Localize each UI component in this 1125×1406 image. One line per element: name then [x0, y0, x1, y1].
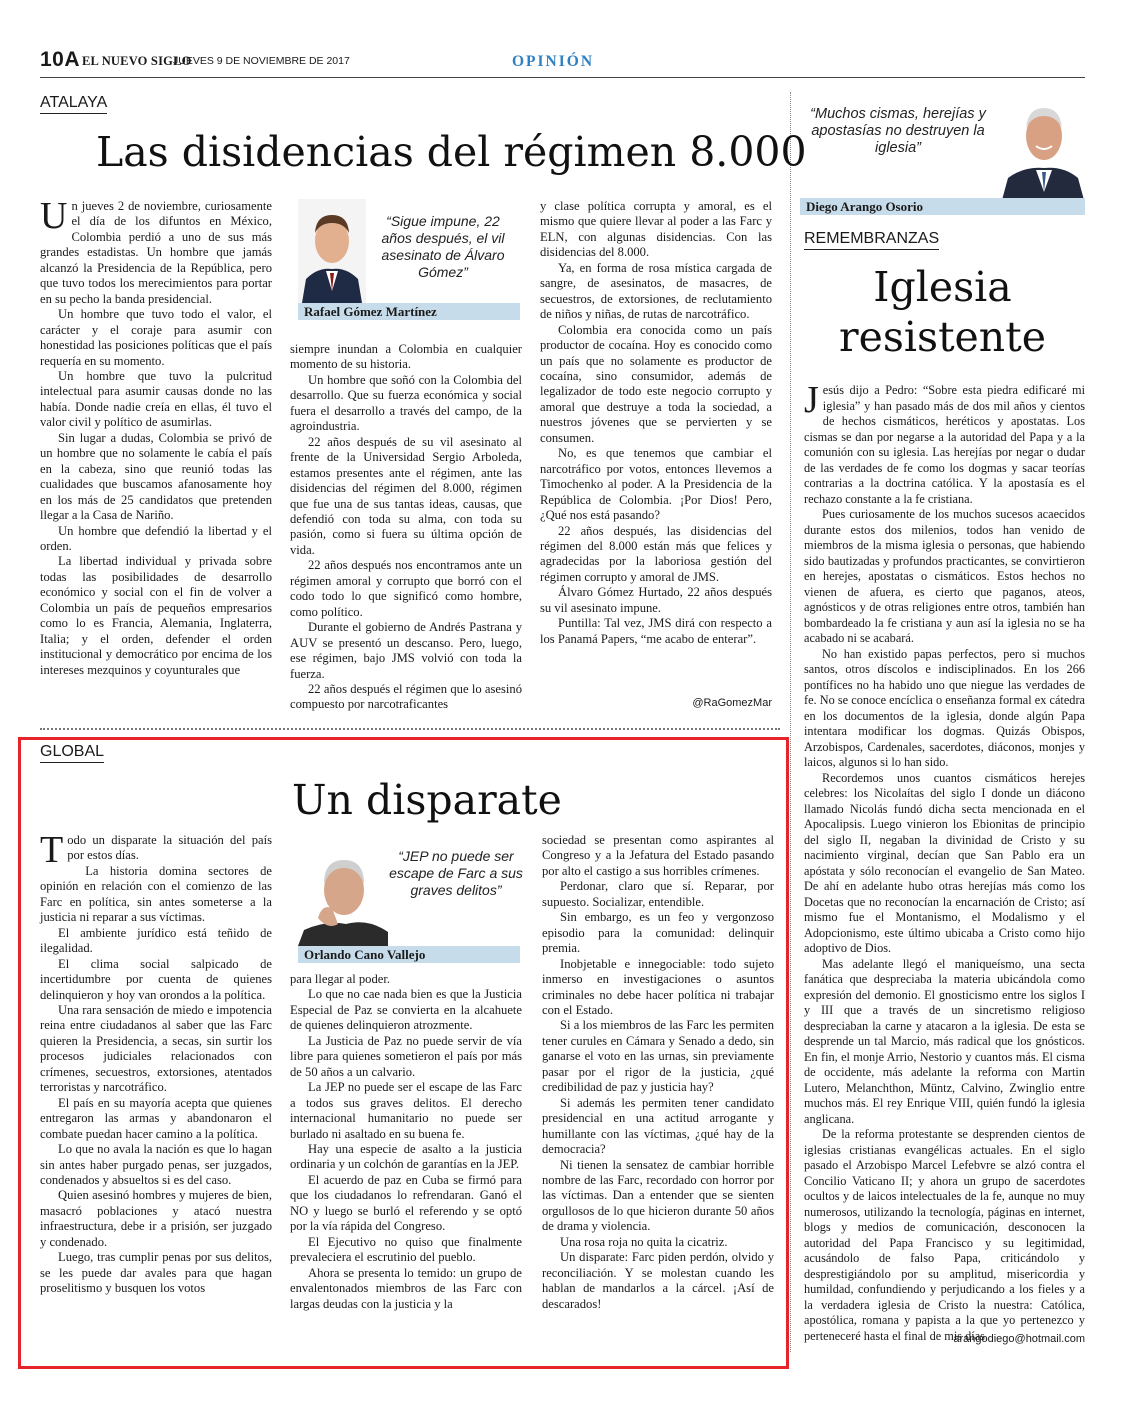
author-name: Rafael Gómez Martínez — [298, 303, 520, 320]
author-photo — [1000, 96, 1085, 200]
section-name: OPINIÓN — [512, 53, 595, 70]
headline-atalaya: Las disidencias del régimen 8.000 — [96, 128, 807, 176]
headline-global: Un disparate — [292, 776, 562, 824]
article-column: Jesús dijo a Pedro: “Sobre esta piedra edificaré mi iglesia” y han pasado más de dos mil años y cientos de hechos cismáticos, heréticos y apostatas. Los cismas se dan por negarse a la autoridad del Papa y a la comunión con su iglesia. Las herejías por negar o dudar de las verdades de fe como los dogmas y sacar teorías contrarias a la doctrina católica. Y la apostasía es el rechazo constante a la fe cristiana. Pues curiosamente de los muchos sucesos acaecidos durante estos dos milenios, todos han venido de miembros de la misma iglesia o personas, que habiendo sido bautizadas y profundos practicantes, se convirtieron en herejes, apostatas o cismáticos. Estos hechos no vienen de afuera, es cierto que paganos, ateos, agnósticos y de otras religiones entre otros, también han bombardeado la fe cristiana y aun así la iglesia no se ha acabado ni se acabará. No han existido papas perfectos, pero si muchos santos, otros díscolos e indisciplinados. En los 266 pontífices no ha habido uno que niegue las verdades de fe. No se conoce encíclica o enseñanza formal ex cátedra en los documentos de la iglesia, donde algún Papa intentara modificar los dogmas. Quizás Obispos, Arzobispos, Cardenales, sacerdotes, diáconos, monjes y laicos, algunos si lo han sido. Recordemos unos cuantos cismáticos herejes celebres: los Nicolaítas del siglo I donde un diácono llamado Nicolás fundó dicha secta mencionada en el Apocalipsis. Luego vinieron los Ebionitas de principio del siglo II, negaban la divinidad de Cristo y su nacimiento virginal, decían que San Pablo era un apóstata y sólo reconocían el evangelio de San Mateo. De ahí en adelante hubo otras herejías más como los Docetas que no reconocían la encarnación de Cristo; así mismo fue el Montanismo, el Modalismo y el Adopcionismo, este último ubicaba a Cristo como hijo adoptivo de Dios. Mas adelante llegó el maniqueísmo, una secta fanática que despreciaba la materia ubicándola como expresión del demonio. El gnosticismo entre los siglos I y III que a través de un sincretismo religioso despreciaban la carne y atacaron a la iglesia. De esta se desprende un tal Marcio, más radical que los gnósticos. En fin, el monje Arrio, Nestorio y cuantos más. El cisma de occidente, más adelante la reforma con Martin Lutero, Melanchthon, Müntz, Calvino, Zwinglio entre muchos más. El rey Enrique VIII, quién fundó la iglesia anglicana. De la reforma protestante se desprenden cientos de iglesias cristianas evangélicas actuales. En el siglo pasado el Arzobispo Marcel Lefebvre se alzó contra el Concilio Vaticano II; y ahora un grupo de sacerdotes ocultos y de laicos intelectuales de la fe, aunque no muy numerosos, utilizando la tecnología, páginas en internet, blogs y medios de comunicación, desconocen la autoridad del Papa Francisco y su legitimidad, acusándolo de falso Papa, criticándolo y desprestigiándolo por su amplitud, misericordia y humildad, confundiendo y perjudicando a los fieles y a la verdadera iglesia de Cristo la nuestra: Católica, apostólica, romana y papista a la que yo pertenezco y perteneceré hasta el final de mis días. — [804, 379, 1085, 1343]
drop-cap: T — [40, 829, 64, 871]
kicker-remembranzas: REMEMBRANZAS — [804, 230, 939, 250]
author-email: arangodiego@hotmail.com — [953, 1333, 1085, 1345]
article-column: y clase política corrupta y amoral, es el mismo que quiere llevar al poder a las Farc y ELN, con algunas disidencias. Con las disidencias del 8.000. Ya, en forma de rosa mística cargada de sangre, de asesinatos, de masacres, de secuestros, de extorsiones, de reclutamiento de niños y niñas, de rutas de narcotráfico. Colombia era conocida como un país productor de cocaína. Hoy es conocido como un país que no solamente es productor de cocaína, sino consumidor, además de legalizador de todo este negocio corrupto y amoral que destruye a toda la sociedad, a nuestros jóvenes que se pervierten y se consumen. No, es que tenemos que cambiar el narcotráfico por votos, entonces llevemos a Timochenko al poder. A la Presidencia de la República de Colombia. ¡Por Dios! Pero, ¿Qué nos está pasando? 22 años después, las disidencias del régimen del 8.000 están más que felices y agradecidas por la laboriosa gestión del régimen corrupto y amoral de JMS. Álvaro Gómez Hurtado, 22 años después su vil asesinato impune. Puntilla: Tal vez, JMS dirá con respecto a los Panamá Papers, “me acabo de enterar”. — [540, 199, 772, 646]
article-column: Un jueves 2 de noviembre, curiosamente el día de los difuntos en México, Colombia perdió a uno de sus más grandes estadistas. Un hombre que jamás alcanzó la Presidencia de la República, pero que tuvo todos los merecimientos para portar en su pecho la banda presidencial. Un hombre que tuvo todo el valor, el carácter y el coraje para asumir con honestidad las posiciones políticas que el país requería en su momento. Un hombre que tuvo la pulcritud intelectual para asumir causas donde no las había. Donde nadie creía en ellas, él tuvo el valor civil y político de asumirlas. Sin lugar a dudas, Colombia se privó de un hombre que no solamente le cabía el país en la cabeza, sino que reunió todas las cualidades que buscamos afanosamente hoy en los más de 25 candidatos que pretenden llegar a la Casa de Nariño. Un hombre que defendió la libertad y el orden. La libertad individual y privada sobre todas las posibilidades de desarrollo económico y social con el fin de volver a Colombia un país de pequeños empresarios como lo es Francia, Alemania, Inglaterra, Italia; y el orden, defender el orden institucional y democrático por encima de los intereses mezquinos y coyunturales que — [40, 195, 272, 677]
page-number: 10A — [40, 48, 81, 71]
kicker-global: GLOBAL — [40, 743, 104, 763]
author-photo — [298, 846, 388, 946]
headline-remembranzas: Iglesia resistente — [839, 263, 1046, 361]
author-name: Diego Arango Osorio — [800, 198, 1085, 215]
column-separator — [790, 92, 791, 1352]
section-divider — [40, 728, 780, 730]
article-column: siempre inundan a Colombia en cualquier momento de su historia. Un hombre que soñó con la Colombia del desarrollo. Que su fuerza económica y social fuera el desarrollo a través del campo, de la agroindustria. 22 años después de su vil asesinato al frente de la Universidad Sergio Arboleda, estamos presentes ante el régimen, ante las disidencias del régimen del 8.000, régimen que fue una de sus tantas ideas, causas, que defendió con toda su alma, con toda su pasión, como si fuera su última opción de vida. 22 años después nos encontramos ante un régimen amoral y corrupto que borró con el codo todo lo que significó como hombre, como político. Durante el gobierno de Andrés Pastrana y AUV se presentó un descanso. Pero, luego, ese régimen, bajo JMS volvió con toda la fuerza. 22 años después el régimen que lo asesinó compuesto por narcotraficantes — [290, 342, 522, 712]
drop-cap: U — [40, 195, 68, 237]
article-column: sociedad se presentan como aspirantes al Congreso y a la Jefatura del Estado pasando por alto el castigo a sus horribles crímenes. Perdonar, claro que sí. Reparar, por supuesto. Socializar, entendible. Sin embargo, es un feo y vergonzoso episodio para la comunidad: delinquir premia. Inobjetable e innegociable: todo sujeto inmerso en investigaciones o asuntos criminales no debe hacer política ni trabajar con el Estado. Si a los miembros de las Farc les permiten tener curules en Cámara y Senado a dedo, sin ganarse el voto en las urnas, sin previamente pasar por el rigor de la justicia, ¿qué credibilidad de paz y justicia hay? Si además les permiten tener candidato presidencial en una actitud arrogante y humillante con las víctimas, ¿qué hay de la democracia? Ni tienen la sensatez de cambiar horrible nombre de las Farc, recordado con horror por las víctimas. Dan a entender que se sienten orgullosos de lo que hicieron durante 50 años de drama y violencia. Una rosa roja no quita la cicatriz. Un disparate: Farc piden perdón, olvido y reconciliación. Y se molestan cuando les hablan de mandarlos a la cárcel. ¡Así de descarados! — [542, 833, 774, 1311]
paper-name: EL NUEVO SIGLO — [82, 54, 192, 68]
author-name: Orlando Cano Vallejo — [298, 946, 520, 963]
pull-quote: “Muchos cismas, herejías y apostasías no destruyen la iglesia” — [810, 106, 986, 156]
kicker-atalaya: ATALAYA — [40, 94, 107, 114]
drop-cap: J — [804, 379, 819, 421]
twitter-handle: @RaGomezMar — [692, 697, 772, 709]
masthead — [40, 48, 1085, 78]
article-column: Todo un disparate la situación del país por estos días. La historia domina sectores de opinión en relación con el comienzo de las Farc en política, sin antes someterse a la justicia ni reparar a sus víctimas. El ambiente jurídico está teñido de ilegalidad. El clima social salpicado de incertidumbre por cuenta de quienes delinquieron y hoy van orondos a la política. Una rara sensación de miedo e impotencia reina entre ciudadanos al saber que las Farc quieren la Presidencia, a secas, sin surtir los procesos judiciales relacionados con crímenes, secuestros, extorsiones, atentados terroristas y narcotráfico. El país en su mayoría acepta que quienes entregaron las armas y abandonaron el combate puedan hacer camino a la política. Lo que no avala la nación es que lo hagan sin antes haber purgado penas, ser juzgados, condenados y absueltos si es del caso. Quien asesinó hombres y mujeres de bien, masacró poblaciones y atacó nuestra infraestructura, debe ir a prisión, ser juzgado y condenado. Luego, tras cumplir penas por sus delitos, se les puede dar avales para que hagan proselitismo y busquen los votos — [40, 829, 272, 1296]
article-column: para llegar al poder. Lo que no cae nada bien es que la Justicia Especial de Paz se convierta en la alcahuete de quienes delinquieron atrozmente. La Justicia de Paz no puede servir de vía libre para quienes sometieron el país por más de 50 años a un calvario. La JEP no puede ser el escape de las Farc a todos sus graves delitos. El derecho internacional humanitario no puede ser burlado ni asaltado en su buena fe. Hay una especie de asalto a la justicia ordinaria y un colchón de garantías en la JEP. El acuerdo de paz en Cuba se firmó para que los ciudadanos lo refrendaran. Ganó el NO y luego se burló el referendo y se optó por la vía rápida del Congreso. El Ejecutivo no quiso que finalmente prevaleciera el escrutinio del pueblo. Ahora se presenta lo temido: un grupo de envalentonados miembros de las Farc con largas deudas con la justicia y la — [290, 972, 522, 1311]
pull-quote: “JEP no puede ser escape de Farc a sus graves delitos” — [389, 848, 523, 898]
paper-date: JUEVES 9 DE NOVIEMBRE DE 2017 — [173, 55, 350, 67]
pull-quote: “Sigue impune, 22 años después, el vil asesinato de Álvaro Gómez” — [381, 213, 505, 280]
author-photo — [298, 199, 366, 303]
